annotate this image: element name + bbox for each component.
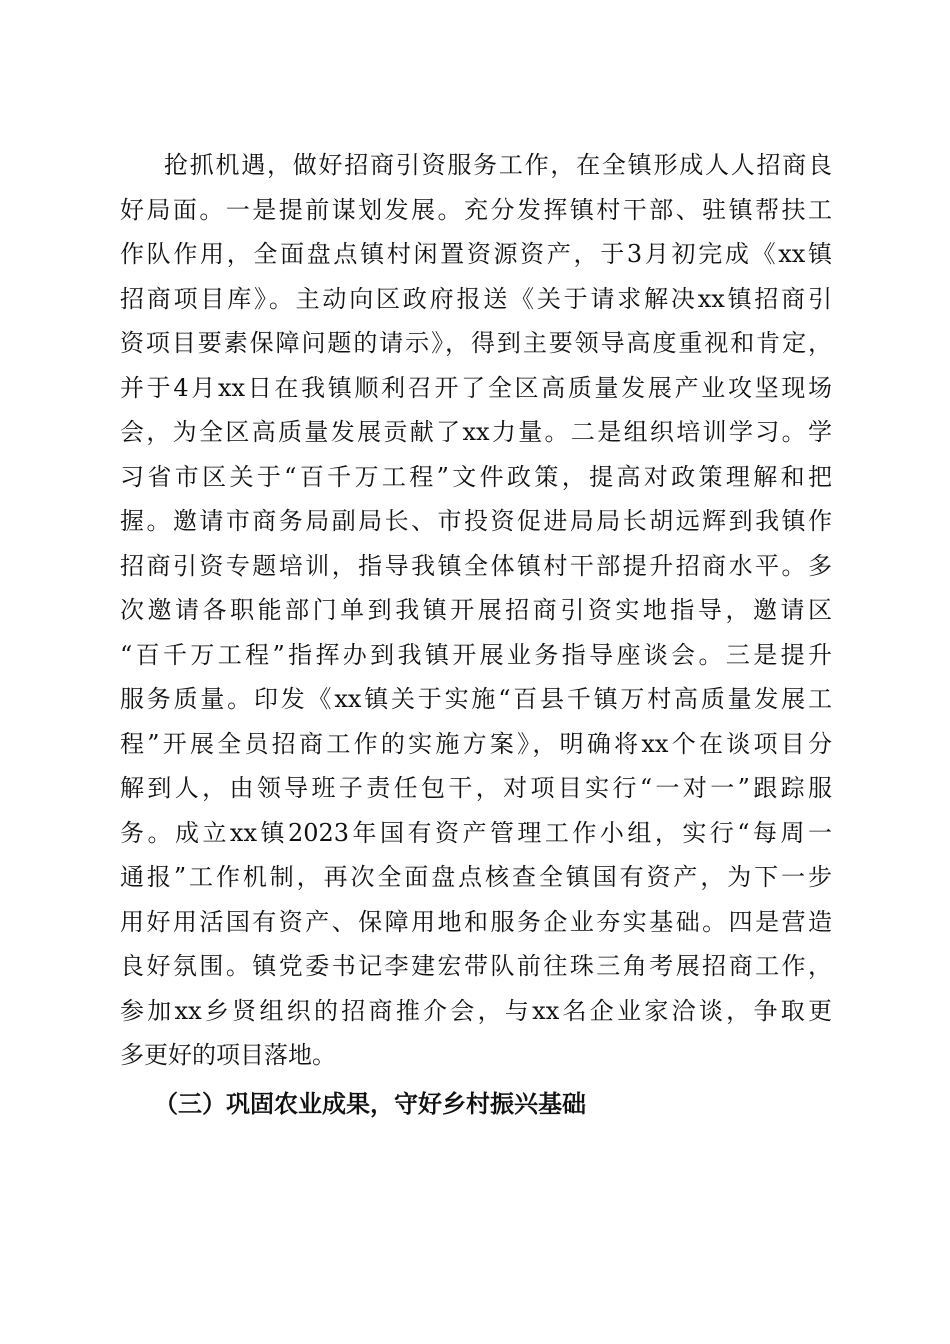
- paragraph-line: 招商项目库》。主动向区政府报送《关于请求解决xx镇招商引: [120, 284, 832, 313]
- paragraph-line: 多更好的项目落地。: [120, 1041, 336, 1069]
- paragraph-line: 解到人，由领导班子责任包干，对项目实行“一对一”跟踪服: [120, 774, 832, 802]
- paragraph-line: 会，为全区高质量发展贡献了xx力量。二是组织培训学习。学: [120, 418, 832, 446]
- paragraph-line: 务。成立xx镇2023年国有资产管理工作小组，实行“每周一: [120, 818, 832, 847]
- paragraph-line: 作队作用，全面盘点镇村闲置资源资产，于3月初完成《xx镇: [120, 240, 832, 268]
- paragraph-line: 好局面。一是提前谋划发展。充分发挥镇村干部、驻镇帮扶工: [120, 195, 832, 224]
- paragraph-line: 招商引资专题培训，指导我镇全体镇村干部提升招商水平。多: [120, 551, 832, 580]
- paragraph-line: 习省市区关于“百千万工程”文件政策，提高对政策理解和把: [120, 462, 832, 491]
- paragraph-line: 资项目要素保障问题的请示》，得到主要领导高度重视和肯定，: [120, 329, 832, 357]
- paragraph-line: 握。邀请市商务局副局长、市投资促进局局长胡远辉到我镇作: [120, 507, 832, 535]
- paragraph-line: 服务质量。印发《xx镇关于实施“百县千镇万村高质量发展工: [120, 685, 832, 713]
- paragraph-investment-promotion: [120, 143, 832, 1078]
- paragraph-line: 次邀请各职能部门单到我镇开展招商引资实地指导，邀请区: [120, 596, 832, 624]
- paragraph-line: 抢抓机遇，做好招商引资服务工作，在全镇形成人人招商良: [164, 151, 832, 179]
- paragraph-line: 良好氛围。镇党委书记李建宏带队前往珠三角考展招商工作，: [120, 952, 832, 980]
- document-body: [120, 143, 832, 1126]
- paragraph-line: 用好用活国有资产、保障用地和服务企业夯实基础。四是营造: [120, 907, 832, 936]
- section-heading: （三）巩固农业成果，守好乡村振兴基础: [154, 1088, 586, 1118]
- paragraph-line: 参加xx乡贤组织的招商推介会，与xx名企业家洽谈，争取更: [120, 996, 832, 1025]
- paragraph-line: 并于4月xx日在我镇顺利召开了全区高质量发展产业攻坚现场: [120, 373, 832, 402]
- paragraph-line: “百千万工程”指挥办到我镇开展业务指导座谈会。三是提升: [120, 640, 832, 669]
- paragraph-line: 通报”工作机制，再次全面盘点核查全镇国有资产，为下一步: [120, 863, 832, 891]
- paragraph-line: 程”开展全员招商工作的实施方案》，明确将xx个在谈项目分: [120, 729, 832, 758]
